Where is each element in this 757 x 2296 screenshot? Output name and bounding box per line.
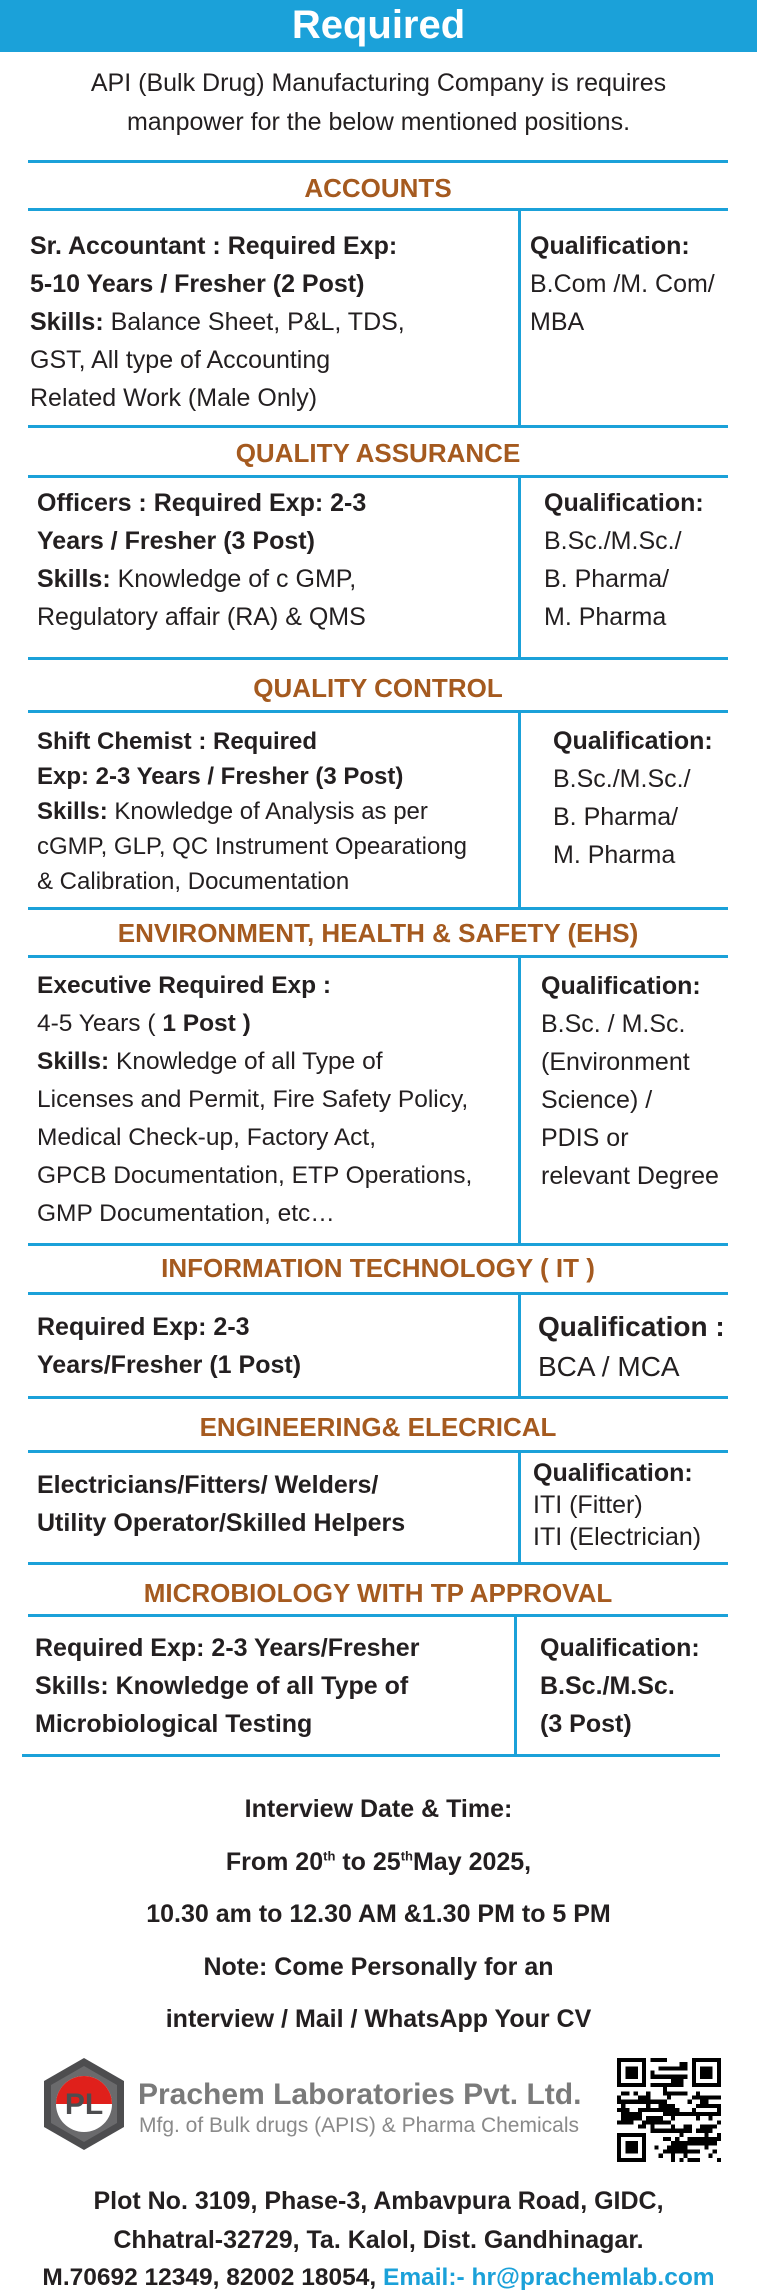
interview-time: 10.30 am to 12.30 AM &1.30 PM to 5 PM: [146, 1900, 611, 1928]
intro-line-1: API (Bulk Drug) Manufacturing Company is requires: [90, 69, 667, 97]
it-role-line-1: Required Exp: 2-3: [37, 1313, 250, 1341]
section-title-accounts: ACCOUNTS: [304, 173, 452, 203]
qa-skills-line-2: Regulatory affair (RA) & QMS: [37, 603, 366, 631]
section-title-microbiology: MICROBIOLOGY WITH TP APPROVAL: [143, 1578, 613, 1608]
eng-qualification: [533, 1457, 755, 1553]
skills-label: Skills:: [30, 308, 104, 336]
ehs-skills-line-2: Licenses and Permit, Fire Safety Policy,: [37, 1086, 469, 1113]
phone-numbers: M.70692 12349, 82002 18054,: [42, 2264, 383, 2291]
divider: [28, 955, 728, 958]
qc-skills-line-3: & Calibration, Documentation: [37, 868, 350, 895]
intro-line-2: manpower for the below mentioned positions.: [126, 108, 631, 136]
micro-qual-line-1: B.Sc./M.Sc.: [540, 1672, 675, 1700]
eng-role-line-2: Utility Operator/Skilled Helpers: [37, 1509, 406, 1537]
divider: [28, 208, 728, 211]
divider: [28, 160, 728, 163]
micro-qualification: [540, 1629, 755, 1743]
divider: [28, 1614, 728, 1617]
accounts-skills-line-1: Balance Sheet, P&L, TDS,: [103, 308, 405, 336]
it-qualification: [538, 1307, 755, 1387]
it-role-line-2: Years/Fresher (1 Post): [37, 1351, 302, 1379]
date-end: May 2025,: [412, 1848, 532, 1876]
micro-qual-line-2: (3 Post): [540, 1710, 632, 1738]
ehs-post-count: 1 Post ): [162, 1010, 251, 1037]
interview-note-line-1: Note: Come Personally for an: [203, 1953, 554, 1981]
qa-skills-line-1: Knowledge of c GMP,: [110, 565, 357, 593]
accounts-skills-line-2: GST, All type of Accounting: [30, 346, 331, 374]
page-title-banner: [0, 0, 757, 52]
date-suffix: th: [400, 1848, 413, 1864]
qa-qual-line-2: B. Pharma/: [544, 565, 670, 593]
column-divider: [518, 210, 521, 425]
qualification-label: Qualification:: [544, 489, 704, 517]
column-divider: [518, 1294, 521, 1396]
divider: [28, 475, 728, 478]
skills-label: Skills:: [37, 565, 111, 593]
column-divider: [518, 712, 521, 907]
ehs-skills-line-3: Medical Check-up, Factory Act,: [37, 1124, 377, 1151]
qualification-label: Qualification:: [553, 727, 713, 755]
ehs-qual-line-2: (Environment: [541, 1048, 690, 1076]
skills-label: Skills:: [37, 798, 108, 825]
accounts-skills-line-3: Related Work (Male Only): [30, 384, 318, 412]
date-suffix: th: [323, 1848, 336, 1864]
accounts-role: [30, 227, 510, 417]
qc-qual-line-3: M. Pharma: [553, 841, 676, 869]
interview-note-line-2: interview / Mail / WhatsApp Your CV: [165, 2005, 592, 2033]
divider: [28, 1562, 728, 1565]
company-tagline: Mfg. of Bulk drugs (APIS) & Pharma Chemicals: [139, 2114, 579, 2137]
accounts-skills: [30, 303, 510, 341]
micro-role: [35, 1629, 510, 1743]
qc-role-line-1: Shift Chemist : Required: [37, 728, 318, 755]
micro-role-line-3: Microbiological Testing: [35, 1710, 313, 1738]
address-line-2: Chhatral-32729, Ta. Kalol, Dist. Gandhinagar.: [113, 2226, 644, 2254]
accounts-qual-line-2: MBA: [530, 308, 585, 336]
column-divider: [518, 1452, 521, 1562]
qc-qualification: [553, 722, 753, 874]
intro-text: [0, 64, 757, 142]
ehs-role: [37, 967, 519, 1233]
divider: [28, 1243, 728, 1246]
it-role: [37, 1308, 507, 1384]
company-name: Prachem Laboratories Pvt. Ltd.: [138, 2078, 582, 2111]
column-divider: [514, 1616, 517, 1754]
divider: [28, 657, 728, 660]
qualification-label: Qualification:: [530, 232, 690, 260]
date-to: to 25: [335, 1848, 401, 1876]
page-title: Required: [291, 3, 466, 47]
company-logo: [36, 2056, 132, 2157]
section-title-it: INFORMATION TECHNOLOGY ( IT ): [161, 1253, 595, 1283]
section-title-engineering: ENGINEERING& ELECRICAL: [199, 1412, 557, 1442]
accounts-role-line-2: 5-10 Years / Fresher (2 Post): [30, 270, 365, 298]
ehs-skills: [37, 1043, 519, 1081]
section-title-qa: QUALITY ASSURANCE: [235, 438, 521, 468]
qualification-label: Qualification:: [533, 1459, 693, 1487]
ehs-skills-line-4: GPCB Documentation, ETP Operations,: [37, 1162, 473, 1189]
contact-line: [0, 2264, 757, 2292]
email-link[interactable]: Email:- hr@prachemlab.com: [382, 2264, 715, 2291]
divider: [28, 1450, 728, 1453]
section-title-ehs: ENVIRONMENT, HEALTH & SAFETY (EHS): [117, 918, 639, 948]
ehs-skills-line-5: GMP Documentation, etc…: [37, 1200, 335, 1227]
accounts-role-line-1: Sr. Accountant : Required Exp:: [30, 232, 398, 260]
qualification-label: Qualification:: [540, 1634, 700, 1662]
qualification-label: Qualification:: [541, 972, 701, 1000]
column-divider: [518, 477, 521, 657]
divider: [28, 425, 728, 428]
qa-qualification: [544, 484, 754, 636]
skills-label: Skills:: [37, 1048, 110, 1075]
address-line-1: Plot No. 3109, Phase-3, Ambavpura Road, GIDC,: [93, 2187, 664, 2215]
qa-role: [37, 484, 512, 636]
qc-role-line-2: Exp: 2-3 Years / Fresher (3 Post): [37, 763, 404, 790]
qr-code-icon: [617, 2058, 721, 2167]
qa-role-line-2: Years / Fresher (3 Post): [37, 527, 315, 555]
divider: [28, 907, 728, 910]
logo-text: PL: [64, 2088, 104, 2121]
ehs-qual-line-1: B.Sc. / M.Sc.: [541, 1010, 686, 1038]
qa-qual-line-1: B.Sc./M.Sc./: [544, 527, 682, 555]
qc-qual-line-1: B.Sc./M.Sc./: [553, 765, 691, 793]
qc-skills-line-1: Knowledge of Analysis as per: [107, 798, 428, 825]
eng-role: [37, 1466, 507, 1542]
micro-role-line-2: Skills: Knowledge of all Type of: [35, 1672, 409, 1700]
ehs-qualification: [541, 967, 755, 1195]
qc-skills: [37, 794, 517, 829]
qa-role-line-1: Officers : Required Exp: 2-3: [37, 489, 367, 517]
accounts-qualification: [530, 227, 750, 341]
qc-role: [37, 724, 517, 899]
divider: [22, 1754, 720, 1757]
qualification-label: Qualification :: [538, 1311, 725, 1342]
ehs-experience: 4-5 Years (: [37, 1010, 163, 1037]
eng-qual-line-2: ITI (Electrician): [533, 1523, 702, 1551]
interview-dates: [0, 1848, 757, 1877]
eng-qual-line-1: ITI (Fitter): [533, 1491, 643, 1519]
qc-skills-line-2: cGMP, GLP, QC Instrument Opearationg: [37, 833, 467, 860]
ehs-qual-line-3: Science) /: [541, 1086, 653, 1114]
ehs-skills-line-1: Knowledge of all Type of: [109, 1048, 383, 1075]
divider: [28, 710, 728, 713]
qa-qual-line-3: M. Pharma: [544, 603, 667, 631]
ehs-qual-line-4: PDIS or: [541, 1124, 629, 1152]
logo-icon: [36, 2056, 132, 2152]
divider: [28, 1292, 728, 1295]
micro-role-line-1: Required Exp: 2-3 Years/Fresher: [35, 1634, 420, 1662]
accounts-qual-line-1: B.Com /M. Com/: [530, 270, 715, 298]
qa-skills: [37, 560, 512, 598]
eng-role-line-1: Electricians/Fitters/ Welders/: [37, 1471, 379, 1499]
ehs-qual-line-5: relevant Degree: [541, 1162, 719, 1190]
ehs-role-line-1: Executive Required Exp :: [37, 972, 332, 999]
interview-label: Interview Date & Time:: [244, 1795, 513, 1823]
ehs-role-line-2: [37, 1005, 519, 1043]
divider: [28, 1396, 728, 1399]
date-from: From 20: [225, 1848, 324, 1876]
section-title-qc: QUALITY CONTROL: [253, 673, 503, 703]
qc-qual-line-2: B. Pharma/: [553, 803, 679, 831]
it-qual-line-1: BCA / MCA: [538, 1351, 680, 1382]
